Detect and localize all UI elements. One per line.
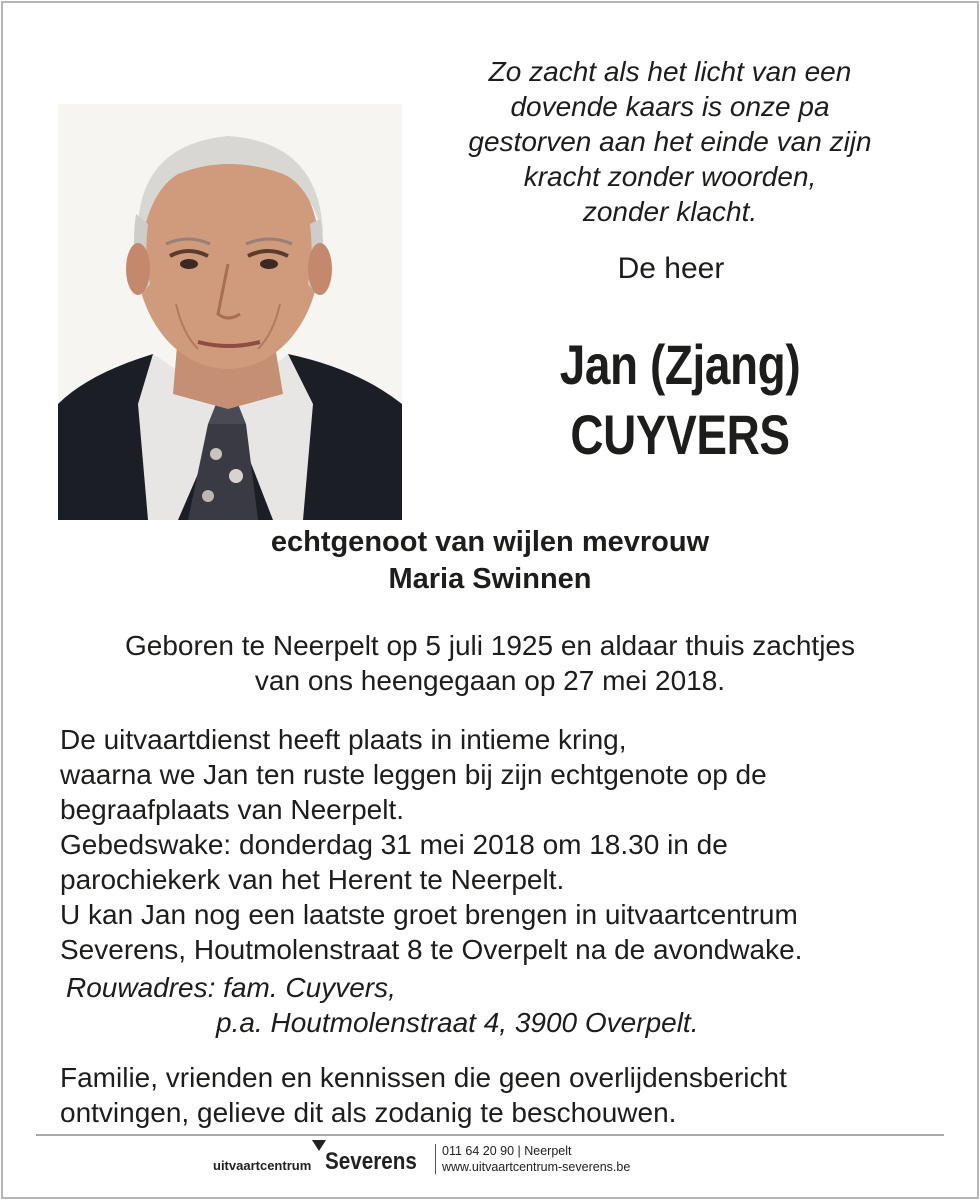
mourning-address-line: p.a. Houtmolenstraat 4, 3900 Overpelt. [216,1007,699,1038]
born-line: Geboren te Neerpelt op 5 juli 1925 en aldaar thuis zachtjes [124,630,856,661]
spouse-info [40,524,940,598]
spouse-name: Maria Swinnen [388,563,592,595]
details-line: Severens, Houtmolenstraat 8 te Overpelt na de avondwake. [60,934,803,965]
spouse-line: echtgenoot van wijlen mevrouw [270,526,710,558]
details-line: waarna we Jan ten ruste leggen bij zijn echtgenote op de [60,759,767,790]
family-note-line: Familie, vrienden en kennissen die geen overlijdensbericht [60,1062,787,1093]
footer-divider [36,1134,944,1136]
funeral-home-contact [442,1143,630,1175]
memorial-poem [430,54,910,229]
deceased-first-name: Jan (Zjang) [559,333,801,396]
poem-line: Zo zacht als het licht van een [488,56,852,87]
details-line: Gebedswake: donderdag 31 mei 2018 om 18.30 in de [60,829,728,860]
poem-line: zonder klacht. [582,196,758,227]
deceased-name [508,330,852,470]
salutation: De heer [617,252,725,285]
footer-separator [435,1144,436,1174]
mourning-address-line: Rouwadres: fam. Cuyvers, [66,972,396,1003]
portrait-photo [58,104,402,520]
details-line: De uitvaartdienst heeft plaats in intieme kring, [60,724,627,755]
born-line: van ons heengegaan op 27 mei 2018. [254,665,726,696]
poem-line: kracht zonder woorden, [523,161,817,192]
details-line: parochiekerk van het Herent te Neerpelt. [60,864,565,895]
contact-phone: 011 64 20 90 | Neerpelt [442,1144,572,1158]
family-note [60,1060,940,1130]
details-line: begraafplaats van Neerpelt. [60,794,404,825]
funeral-home-logo-name: Severens [325,1148,417,1175]
details-line: U kan Jan nog een laatste groet brengen in uitvaartcentrum [60,899,798,930]
birth-death-info [40,628,940,698]
logo-triangle-icon [312,1140,326,1151]
funeral-details [60,722,940,967]
poem-line: dovende kaars is onze pa [510,91,830,122]
deceased-last-name: CUYVERS [570,403,790,466]
contact-website[interactable]: www.uitvaartcentrum-severens.be [442,1160,631,1174]
poem-line: gestorven aan het einde van zijn [468,126,872,157]
family-note-line: ontvingen, gelieve dit als zodanig te beschouwen. [60,1097,677,1128]
funeral-home-logo-small: uitvaartcentrum [213,1158,312,1173]
